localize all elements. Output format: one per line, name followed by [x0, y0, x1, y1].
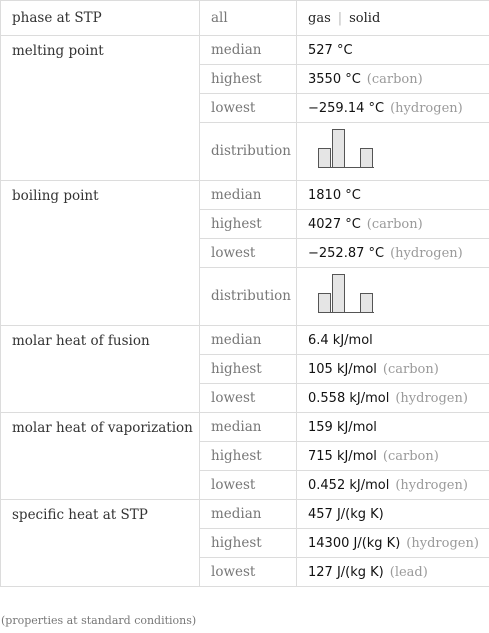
stat-label: distribution: [200, 268, 297, 326]
histogram-bar: [319, 148, 331, 167]
stat-label: highest: [200, 442, 297, 471]
histogram-bar: [361, 293, 373, 312]
melting-histogram: [308, 128, 388, 172]
header-scope: all: [200, 1, 297, 36]
stat-value-cell: [297, 355, 489, 384]
property-name: molar heat of vaporization: [1, 413, 200, 500]
stat-value-cell: [297, 384, 489, 413]
stat-value: 127 J/(kg K): [308, 564, 384, 580]
histogram-bar: [333, 129, 345, 167]
stat-value-cell: [297, 558, 489, 587]
stat-value-cell: [297, 94, 489, 123]
stat-value: 715 kJ/mol: [308, 448, 377, 464]
phase-solid: solid: [349, 10, 381, 26]
stat-value-cell: [297, 529, 489, 558]
stat-label: lowest: [200, 94, 297, 123]
stat-value: 6.4 kJ/mol: [297, 326, 489, 355]
property-name: melting point: [1, 36, 200, 181]
element-note: (hydrogen): [395, 477, 468, 493]
stat-label: highest: [200, 355, 297, 384]
stat-value: 105 kJ/mol: [308, 361, 377, 377]
table-row: [1, 326, 489, 355]
stat-value: 0.452 kJ/mol: [308, 477, 390, 493]
stat-label: median: [200, 181, 297, 210]
stat-value: −252.87 °C: [308, 245, 385, 261]
stat-value: 3550 °C: [308, 71, 361, 87]
element-note: (lead): [389, 564, 428, 580]
stat-value-cell: [297, 471, 489, 500]
stat-value: 527 °C: [297, 36, 489, 65]
element-note: (carbon): [382, 448, 439, 464]
stat-label: lowest: [200, 471, 297, 500]
element-note: (hydrogen): [390, 100, 463, 116]
stat-label: median: [200, 326, 297, 355]
stat-value: 1810 °C: [297, 181, 489, 210]
table-row: [1, 500, 489, 529]
stat-label: highest: [200, 65, 297, 94]
histogram-bar: [319, 293, 331, 312]
element-note: (hydrogen): [395, 390, 468, 406]
stat-label: median: [200, 413, 297, 442]
stat-label: lowest: [200, 558, 297, 587]
distribution-cell: [297, 123, 489, 181]
element-note: (carbon): [366, 216, 423, 232]
distribution-cell: [297, 268, 489, 326]
histogram-bar: [361, 148, 373, 167]
stat-value-cell: [297, 442, 489, 471]
phase-divider: |: [337, 10, 343, 26]
stat-value: 457 J/(kg K): [297, 500, 489, 529]
footnote: (properties at standard conditions): [1, 614, 197, 627]
stat-value: 4027 °C: [308, 216, 361, 232]
stat-value-cell: [297, 239, 489, 268]
stat-value: 14300 J/(kg K): [308, 535, 401, 551]
element-note: (carbon): [366, 71, 423, 87]
stat-value: 159 kJ/mol: [297, 413, 489, 442]
stat-label: distribution: [200, 123, 297, 181]
phase-gas: gas: [308, 10, 331, 26]
element-note: (hydrogen): [390, 245, 463, 261]
stat-label: median: [200, 36, 297, 65]
header-label: phase at STP: [1, 1, 200, 36]
table-row: [1, 181, 489, 210]
stat-label: median: [200, 500, 297, 529]
element-note: (carbon): [382, 361, 439, 377]
header-phases: [297, 1, 489, 36]
stat-label: highest: [200, 529, 297, 558]
histogram-bar: [333, 274, 345, 312]
stat-label: lowest: [200, 239, 297, 268]
property-name: boiling point: [1, 181, 200, 326]
stat-label: highest: [200, 210, 297, 239]
stat-value-cell: [297, 65, 489, 94]
property-name: molar heat of fusion: [1, 326, 200, 413]
stat-value: −259.14 °C: [308, 100, 385, 116]
element-note: (hydrogen): [406, 535, 479, 551]
header-row: [1, 1, 489, 36]
property-name: specific heat at STP: [1, 500, 200, 587]
table-row: [1, 413, 489, 442]
stat-value: 0.558 kJ/mol: [308, 390, 390, 406]
boiling-histogram: [308, 273, 388, 317]
table-row: [1, 36, 489, 65]
stat-label: lowest: [200, 384, 297, 413]
stat-value-cell: [297, 210, 489, 239]
